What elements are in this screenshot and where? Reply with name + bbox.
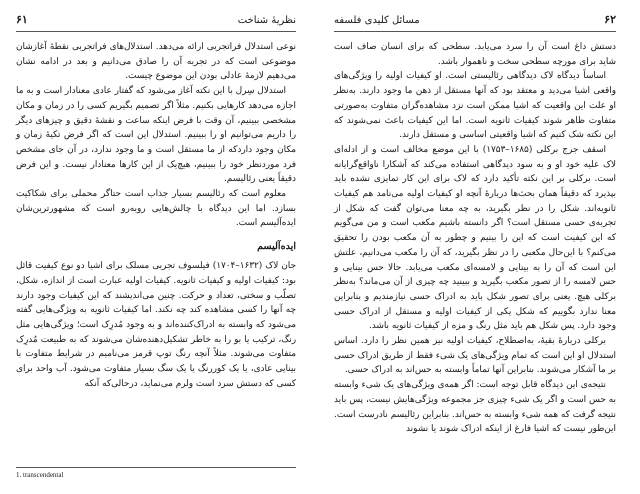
left-paragraph-2: استدلال سِرل با این نکته آغاز می‌شود که گفتار عادی معنادار است و به ما اجازه می‌دهد کارهایی بکنیم. مثلاً اگر تصمیم بگیریم کسی را در زمان و مکان مشخصی ببینیم، آن وقت با فرض اینکه ساعت و نقشهٔ دقیق و چیزهای دیگر را داریم می‌توانیم او را ببینیم. استدلال این است که اگر فرض تکیهٔ زمان و مکان وجود داردکه از ما مستقل است و ما وجود ندارد، در آن جای مشخص فرد موردنظر خود را ببینیم، هیچ‌یک از این کارها معنادار نیست. و این فرض دقیقاً یعنی رئالیسم.	[16, 86, 296, 185]
footnote: 1. transcendental	[16, 467, 296, 480]
left-page-body-2	[16, 259, 296, 391]
book-gutter	[312, 0, 322, 494]
right-page	[324, 0, 632, 494]
left-paragraph-3: معلوم است که رئالیسم بسیار جذاب است حتاگر محملی برای شکاکیت بسازد. اما این دیدگاه با چالش‌هایی روبه‌رو است که مشهورترین‌شان ایده‌آلیسم است.	[16, 189, 296, 229]
right-paragraph-5: نتیجه‌ی این دیدگاه قابل توجه است: اگر همه‌ی ویژگی‌های یک شیء وابسته به حس است و اگر یک شیء چیزی جز مجموعه ویژگی‌هایش نیست، پس باید نتیجه گرفت که همه شیء وابسته به حس‌اند. بنابراین رئالیسم نادرست است. این‌طور نیست که اشیا فارغ از اینکه ادراک شوند یا نشوند	[334, 380, 616, 435]
left-paragraph-1: نوعی استدلال فراتجربی ارائه می‌دهد. استدلال‌های فراتجربی نقطهٔ آغازشان موضوعی است که در تجربه آن را صادق می‌دانیم و بعد در ادامه نشان می‌دهیم لازمهٔ عادلی بودن این موضوع چیست.	[16, 42, 296, 82]
right-page-number: ۶۲	[604, 13, 616, 26]
section-heading-idealism: ایده‌آلیسم	[257, 241, 296, 253]
right-paragraph-1: دستش داغ است آن را سرد می‌یابد. سطحی که برای انسان صاف است شاید برای مورچه سطحی سخت و ناهموار باشد.	[334, 42, 616, 67]
right-paragraph-2: اساساً دیدگاه لاک دیدگاهی رئالیستی است. او کیفیات اولیه را ویژگی‌های واقعی اشیا می‌دید و معتقد بود که آنها مستقل از ذهن ما وجود دارند. به‌نظر او علت این واقعیت که اشیا ممکن است نزد مشاهده‌گران متفاوت به‌صورتی متفاوت ظاهر شوند کیفیات ثانویه است. اما این کیفیات باعث نمی‌شوند که این نکته شک کنیم که اشیا واقعیتی اساسی و مستقل دارند.	[334, 71, 616, 141]
right-page-header	[334, 14, 616, 32]
left-page-header	[16, 14, 296, 32]
right-page-body	[334, 40, 616, 437]
left-page-number: ۶۱	[16, 13, 28, 26]
left-page	[0, 0, 308, 494]
left-paragraph-4: جان لاک (۱۶۳۲–۱۷۰۴) فیلسوف تجربی مسلک برای اشیا دو نوع کیفیت قائل بود: کیفیات اولیه و کیفیات ثانویه. کیفیات اولیه عبارت است از اندازه، شکل، تصلّب و سختی، تعداد و حرکت. چنین می‌اندیشند که این کیفیات وجود دارند چه آنها را کسی مشاهده کند چه نکند. اما کیفیات ثانویه به ویژگی‌هایی گفته می‌شود که وابسته به ادراک‌کننده‌اند و به وجود مُدرِک است؛ ویژگی‌هایی مثل رنگ، ترکیب یا بو را به خاطر تشکیل‌دهنده‌شان می‌شوند که به طبیعت مُدرِک متفاوت می‌شوند. مثلاً آنچه رنگ توپ قرمز می‌نامیم در شرایط متفاوت با بینایی عادی، یا یک کوررنگ یا یک سگ بسیار متفاوت می‌شود. آب واحد برای کسی که دستش سرد است ولرم می‌نماید، درحالی‌که آنکه	[16, 261, 296, 389]
left-running-title: نظریهٔ شناخت	[237, 15, 296, 26]
right-paragraph-3: اسقف جرج برکلی (۱۶۸۵–۱۷۵۳) با این موضع مخالف است و از ادله‌ای لاک علیه خود او و به سود دیدگاهی استفاده می‌کند که آشکارا ناواقع‌گرایانه است. برکلی بر این نکته تأکید دارد که لاک برای این کار تمایزی نشده باید بپذیرد که دقیقاً همان بحث‌ها دربارهٔ آنچه او کیفیات اولیه می‌نامد هم کیفیات ثانویه‌اند. شکل را در نظر بگیرید، به چه معنا می‌توان گفت که شکل از تجربه‌ی حسی مستقل است؟ اگر دانسته باشیم مکعب است و من می‌گویم که این کیفیت است که این را بینیم و چطور به آن مکعب بودن را تحقیق می‌کنم؟ با این‌حال مکعبی را در نظر بگیرید، که آن را مکعب می‌دانیم، علتش این است که آن را به بینایی و لامسه‌ای مکعب می‌یابد. حالا حس بینایی و حس لامسه را از تصور مکعب بگیرید و ببینید چه چیزی از آن می‌ماند؟ به‌نظر برکلی هیچ. یعنی برای تصور شکل باید به ادراک حسی نیازمندیم و بنابراین معنا ندارد بگوییم که شکل یکی از کیفیات اولیه و مستقل از ادراک حسی وجود دارد. پس شکل هم باید مثل رنگ و مزه از کیفیات ثانویه باشد.	[334, 144, 616, 332]
left-page-body	[16, 40, 296, 231]
right-paragraph-4: برکلی دربارهٔ بقیهٔ، به‌اصطلاح، کیفیات اولیه نیز همین نظر را دارد. اساس استدلال او این است که تمام ویژگی‌های یک شیء فقط از طریق ادراک حسی بر ما آشکار می‌شوند. بنابراین آنها تماماً وابسته به حس‌اند به ادراک حسی.	[334, 336, 616, 376]
right-running-title: مسائل کلیدی فلسفه	[334, 15, 420, 26]
